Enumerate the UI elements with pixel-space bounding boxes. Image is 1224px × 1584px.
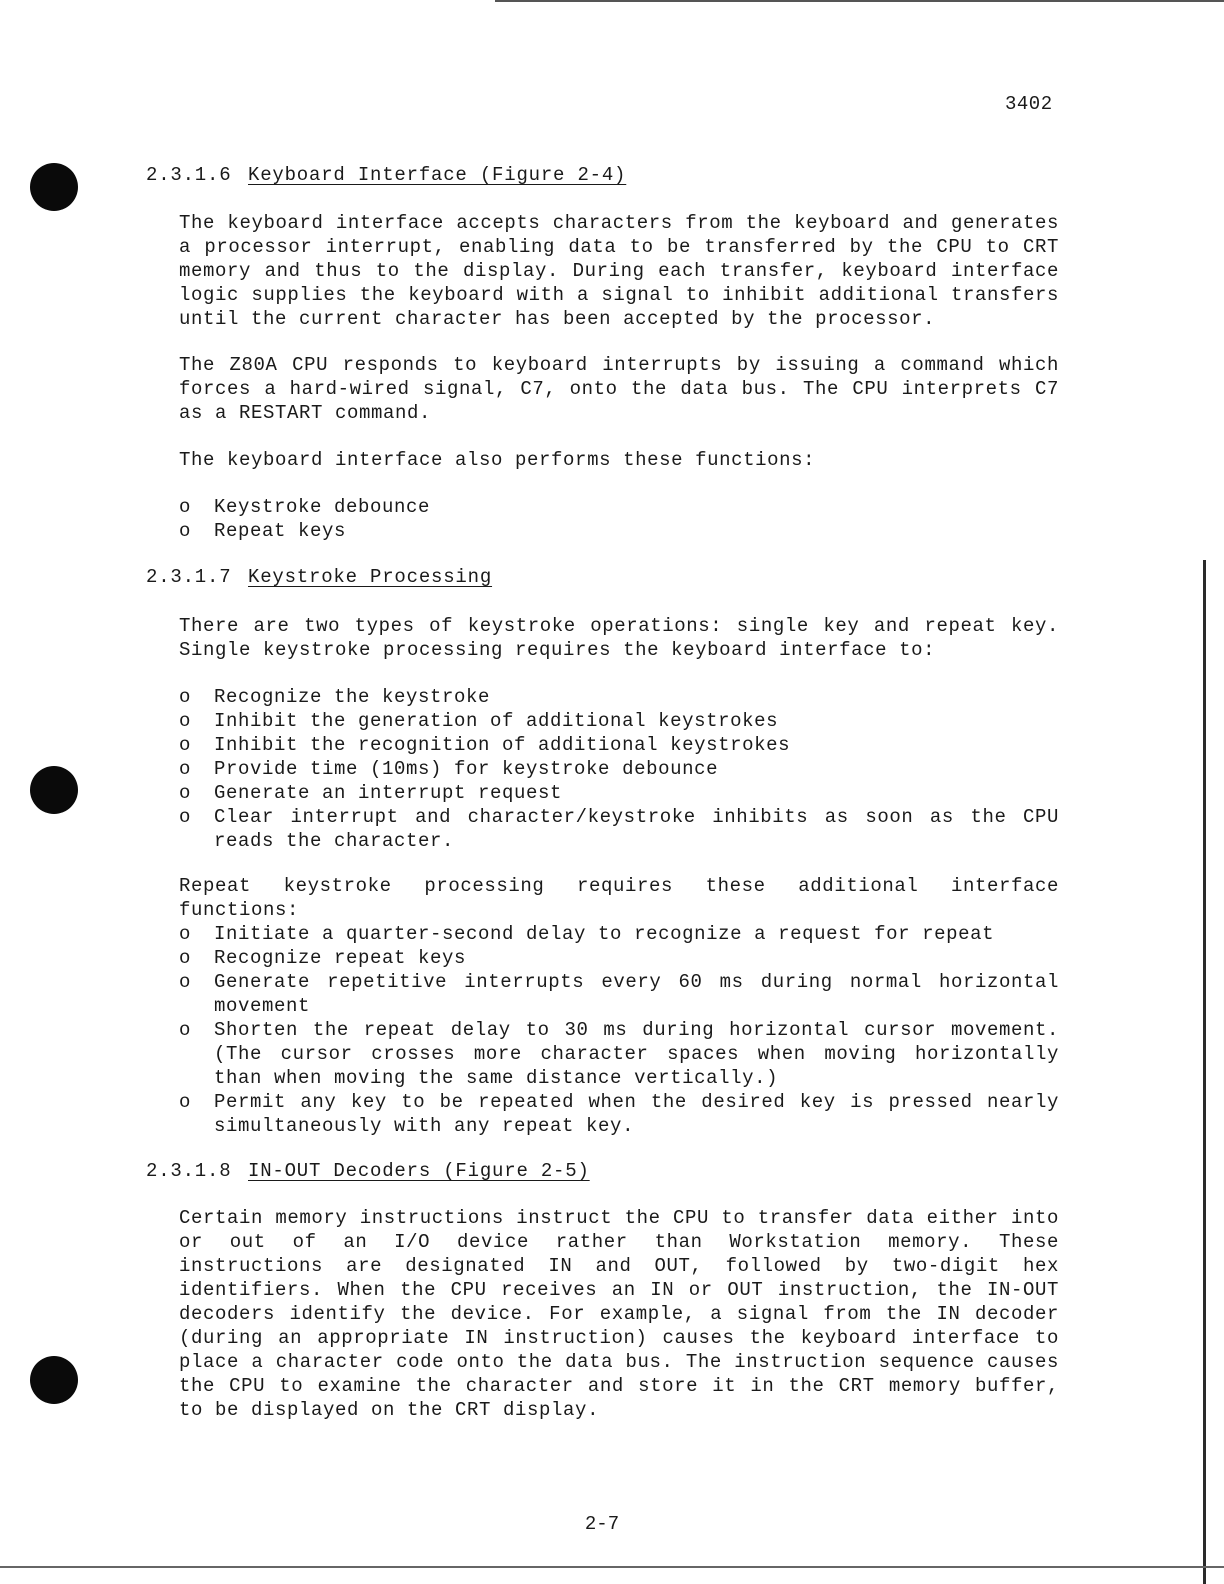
bullet-marker: o — [179, 734, 192, 756]
list-item: o Generate an interrupt request — [179, 782, 563, 804]
list-item: o Generate repetitive interrupts every 60 ms during normal horizontal movement — [179, 971, 1059, 1017]
bullet-marker: o — [179, 710, 192, 732]
bullet-marker: o — [179, 923, 192, 945]
punch-hole-middle — [30, 766, 78, 814]
paragraph: The keyboard interface accepts characters from the keyboard and generates a processor interrupt, enabling data to be transferred by the CPU to CRT memory and thus to the display. During each transfer, keyboard interface logic supplies the keyboard with a signal to inhibit additional transfers until the current character has been accepted by the processor. — [179, 212, 1059, 330]
list-item: o Recognize repeat keys — [179, 947, 467, 969]
scan-edge-right — [1203, 560, 1206, 1584]
paragraph: Repeat keystroke processing requires these additional interface functions: — [179, 875, 1059, 921]
bullet-marker: o — [179, 758, 192, 780]
list-item: o Permit any key to be repeated when the desired key is pressed nearly simultaneously with any repeat key. — [179, 1091, 1059, 1137]
bullet-marker: o — [179, 1091, 192, 1113]
scan-edge-top — [495, 0, 1224, 2]
bullet-marker: o — [179, 496, 192, 518]
bullet-marker: o — [179, 1019, 192, 1041]
section-heading-keyboard-interface — [146, 164, 626, 186]
bullet-list — [179, 495, 1059, 543]
bullet-marker: o — [179, 947, 192, 969]
paragraph: The keyboard interface also performs these functions: — [179, 449, 816, 471]
section-heading-keystroke-processing — [146, 566, 492, 588]
list-item: o Inhibit the generation of additional keystrokes — [179, 710, 779, 732]
list-item: o Clear interrupt and character/keystroke inhibits as soon as the CPU reads the character. — [179, 806, 1059, 852]
section-heading-in-out-decoders — [146, 1160, 590, 1182]
bullet-marker: o — [179, 520, 192, 542]
section-title: IN-OUT Decoders (Figure 2-5) — [248, 1160, 590, 1182]
paragraph: Certain memory instructions instruct the CPU to transfer data either into or out of an I/O device rather than Workstation memory. These instructions are designated IN and OUT, followed by two-digit hex identifiers. When the CPU receives an IN or OUT instruction, the IN-OUT decoders identify the device. For example, a signal from the IN decoder (during an appropriate IN instruction) causes the keyboard interface to place a character code onto the data bus. The instruction sequence causes the CPU to examine the character and store it in the CRT memory buffer, to be displayed on the CRT display. — [179, 1207, 1059, 1421]
list-item: o Keystroke debounce — [179, 496, 431, 518]
list-item: o Shorten the repeat delay to 30 ms during horizontal cursor movement. (The cursor crosses more character spaces when moving horizontally than when moving the same distance vertically.) — [179, 1019, 1059, 1089]
bullet-list — [179, 922, 1059, 1138]
bullet-marker: o — [179, 971, 192, 993]
bullet-marker: o — [179, 686, 192, 708]
punch-hole-bottom — [30, 1356, 78, 1404]
list-item: o Recognize the keystroke — [179, 686, 491, 708]
section-number: 2.3.1.6 — [146, 164, 232, 186]
section-title: Keyboard Interface (Figure 2-4) — [248, 164, 627, 186]
section-number: 2.3.1.8 — [146, 1160, 232, 1182]
list-item: o Initiate a quarter-second delay to recognize a request for repeat — [179, 923, 995, 945]
list-item: o Provide time (10ms) for keystroke debounce — [179, 758, 719, 780]
section-number: 2.3.1.7 — [146, 566, 232, 588]
scan-edge-bottom — [0, 1566, 1224, 1568]
bullet-marker: o — [179, 806, 192, 828]
page-number: 2-7 — [584, 1513, 620, 1535]
list-item: o Inhibit the recognition of additional keystrokes — [179, 734, 791, 756]
list-item: o Repeat keys — [179, 520, 347, 542]
paragraph: The Z80A CPU responds to keyboard interrupts by issuing a command which forces a hard-wired signal, C7, onto the data bus. The CPU interprets C7 as a RESTART command. — [179, 354, 1059, 424]
document-id: 3402 — [1005, 93, 1053, 115]
punch-hole-top — [30, 163, 78, 211]
paragraph: There are two types of keystroke operations: single key and repeat key. Single keystroke processing requires the keyboard interface to: — [179, 615, 1059, 661]
bullet-list — [179, 685, 1059, 853]
bullet-marker: o — [179, 782, 192, 804]
section-title: Keystroke Processing — [248, 566, 493, 588]
